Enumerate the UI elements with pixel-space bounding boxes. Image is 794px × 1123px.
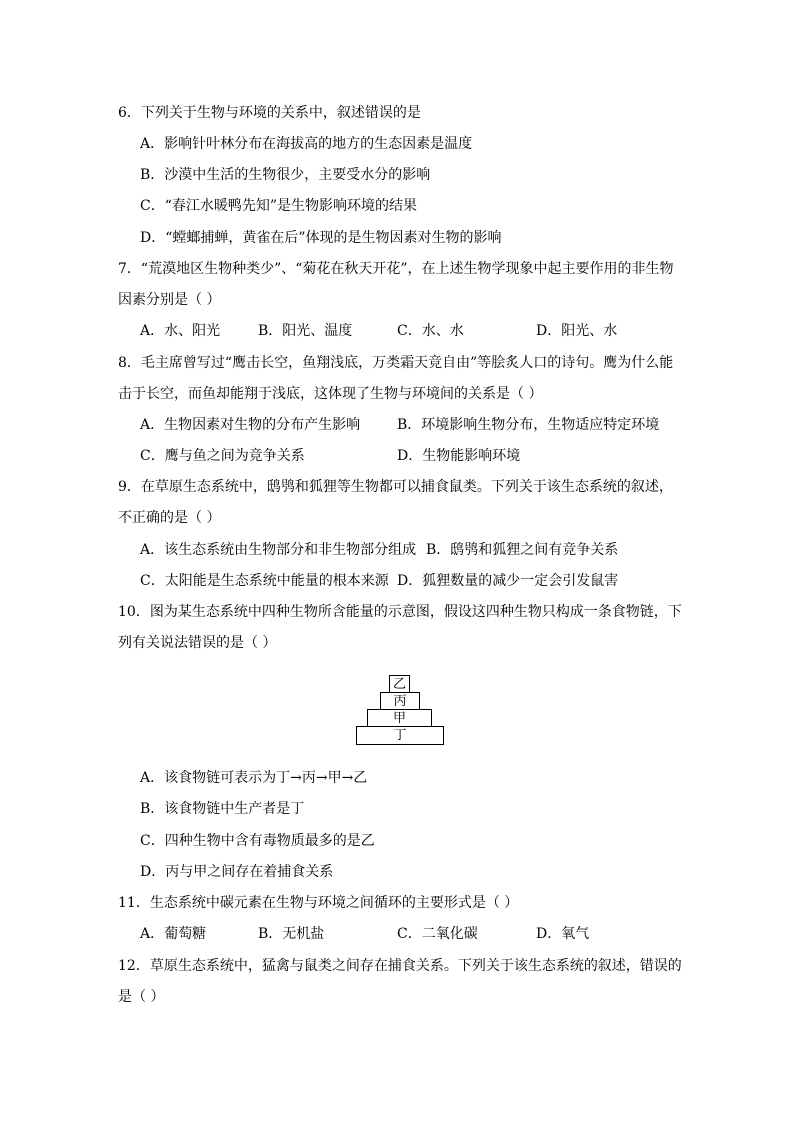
q12-stem-line2: 是（ ）	[118, 989, 165, 1005]
q8-stem-line2: 击于长空，而鱼却能翔于浅底，这体现了生物与环境间的关系是（ ）	[118, 386, 543, 402]
pyramid-level-jia: 甲	[367, 709, 432, 727]
q6-stem: 6．下列关于生物与环境的关系中，叙述错误的是	[118, 105, 421, 121]
q10-stem-line2: 列有关说法错误的是（ ）	[118, 635, 277, 651]
q11-option-b: B．无机盐	[258, 926, 325, 942]
q9-option-d: D．狐狸数量的减少一定会引发鼠害	[397, 573, 619, 589]
q10-option-b: B．该食物链中生产者是丁	[140, 801, 305, 817]
q9-stem-line1: 9．在草原生态系统中，鸱鸮和狐狸等生物都可以捕食鼠类。下列关于该生态系统的叙述，	[118, 479, 673, 495]
q10-option-d: D．丙与甲之间存在着捕食关系	[140, 864, 334, 880]
q9-stem-line2: 不正确的是（ ）	[118, 510, 221, 526]
q10-stem-line1: 10．图为某生态系统中四种生物所含能量的示意图，假设这四种生物只构成一条食物链，下	[118, 604, 682, 620]
q8-option-c: C．鹰与鱼之间为竞争关系	[140, 448, 305, 464]
q9-option-b: B．鸱鸮和狐狸之间有竞争关系	[426, 542, 619, 558]
q11-stem: 11．生态系统中碳元素在生物与环境之间循环的主要形式是（ ）	[118, 895, 519, 911]
q6-option-b: B．沙漠中生活的生物很少，主要受水分的影响	[140, 167, 431, 183]
q9-option-a: A．该生态系统由生物部分和非生物部分组成	[140, 542, 417, 558]
q8-option-a: A．生物因素对生物的分布产生影响	[140, 417, 361, 433]
q7-stem-line2: 因素分别是（ ）	[118, 292, 221, 308]
q7-option-a: A．水、阳光	[140, 323, 221, 339]
q12-stem-line1: 12．草原生态系统中，猛禽与鼠类之间存在捕食关系。下列关于该生态系统的叙述，错误的	[118, 958, 682, 974]
q6-option-c: C．“春江水暖鸭先知”是生物影响环境的结果	[140, 198, 418, 214]
q8-option-d: D．生物能影响环境	[397, 448, 521, 464]
q8-stem-line1: 8．毛主席曾写过“鹰击长空，鱼翔浅底，万类霜天竞自由”等脍炙人口的诗句。鹰为什么能	[118, 355, 674, 371]
q11-option-c: C．二氧化碳	[397, 926, 478, 942]
q11-option-d: D．氧气	[536, 926, 590, 942]
q7-option-b: B．阳光、温度	[258, 323, 353, 339]
q10-option-c: C．四种生物中含有毒物质最多的是乙	[140, 833, 375, 849]
q6-option-a: A．影响针叶林分布在海拔高的地方的生态因素是温度	[140, 136, 473, 152]
pyramid-level-yi: 乙	[389, 675, 410, 693]
q10-option-a: A．该食物链可表示为丁→丙→甲→乙	[140, 770, 368, 786]
q7-option-d: D．阳光、水	[536, 323, 618, 339]
q6-option-d: D．“螳螂捕蝉，黄雀在后”体现的是生物因素对生物的影响	[140, 230, 502, 246]
q11-option-a: A．葡萄糖	[140, 926, 207, 942]
pyramid-level-bing: 丙	[380, 692, 420, 710]
q8-option-b: B．环境影响生物分布，生物适应特定环境	[397, 417, 660, 433]
pyramid-level-ding: 丁	[356, 726, 444, 745]
q7-option-c: C．水、水	[397, 323, 464, 339]
q9-option-c: C．太阳能是生态系统中能量的根本来源	[140, 573, 389, 589]
q7-stem-line1: 7．“荒漠地区生物种类少”、“菊花在秋天开花”，在上述生物学现象中起主要作用的非生物	[118, 261, 674, 277]
